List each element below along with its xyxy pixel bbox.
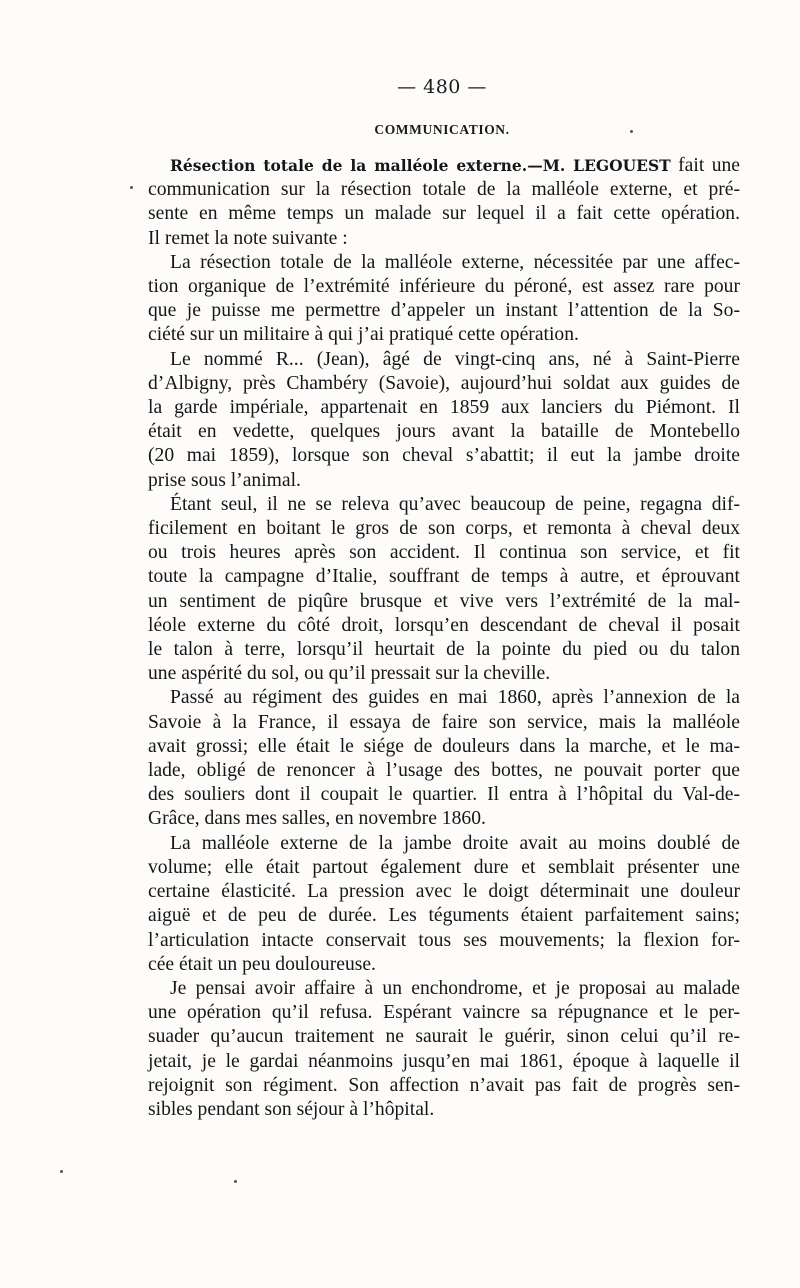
text-line: sente en même temps un malade sur lequel il a fait cette opération. xyxy=(148,203,740,225)
text-line: rejoignit son régiment. Son affection n’avait pas fait de progrès sen- xyxy=(148,1074,740,1096)
text-line: La résection totale de la malléole externe, nécessitée par une affec- xyxy=(170,251,740,273)
text-line: était en vedette, quelques jours avant la bataille de Montebello xyxy=(148,421,740,443)
page-number: — 480 — xyxy=(397,76,487,98)
paragraph xyxy=(148,977,740,1122)
text-line: d’Albigny, près Chambéry (Savoie), aujourd’hui soldat aux guides de xyxy=(148,372,740,394)
text-line: le talon à terre, lorsqu’il heurtait de la pointe du pied ou du talon xyxy=(148,639,740,661)
ink-speck xyxy=(630,130,633,133)
text-line: la garde impériale, appartenait en 1859 aux lanciers du Piémont. Il xyxy=(148,397,740,419)
text-line: cée était un peu douloureuse. xyxy=(148,953,376,975)
text-line: tion organique de l’extrémité inférieure du péroné, est assez rare pour xyxy=(148,276,740,298)
text-line: lade, obligé de renoncer à l’usage des bottes, ne pouvait porter que xyxy=(148,760,740,782)
text-line: toute la campagne d’Italie, souffrant de temps à autre, et éprouvant xyxy=(148,566,740,588)
text-line: ciété sur un militaire à qui j’ai pratiqué cette opération. xyxy=(148,324,579,346)
text-line: léole externe du côté droit, lorsqu’en descendant de cheval il posait xyxy=(148,614,740,636)
ink-speck xyxy=(234,1180,237,1183)
text-line: des souliers dont il coupait le quartier. Il entra à l’hôpital du Val-de- xyxy=(148,784,740,806)
text-line: prise sous l’animal. xyxy=(148,469,301,491)
text-line: une aspérité du sol, ou qu’il pressait sur la cheville. xyxy=(148,663,551,685)
paragraph xyxy=(148,832,740,977)
text-line: Grâce, dans mes salles, en novembre 1860. xyxy=(148,808,486,830)
paragraph xyxy=(148,251,740,348)
text-line: Résection totale de la malléole externe.—M. LEGOUEST fait une xyxy=(170,155,740,176)
text-line: aiguë et de peu de durée. Les téguments étaient parfaitement sains; xyxy=(148,905,740,927)
paragraph xyxy=(148,348,740,493)
text-line: que je puisse me permettre d’appeler un instant l’attention de la So- xyxy=(148,300,740,322)
text-line: suader qu’aucun traitement ne saurait le guérir, sinon celui qu’il re- xyxy=(148,1026,740,1048)
text-line: jetait, je le gardai néanmoins jusqu’en mai 1861, époque à laquelle il xyxy=(148,1050,740,1072)
text-line: une opération qu’il refusa. Espérant vaincre sa répugnance et le per- xyxy=(148,1002,740,1024)
page-body xyxy=(148,154,740,1122)
text-line: ficilement en boitant le gros de son corps, et remonta à cheval deux xyxy=(148,518,740,540)
text-line: certaine élasticité. La pression avec le doigt déterminait une douleur xyxy=(148,881,740,903)
text-line: volume; elle était partout également dure et semblait présenter une xyxy=(148,856,740,878)
paragraph xyxy=(148,493,740,687)
text-line: Il remet la note suivante : xyxy=(148,227,348,249)
text-line: l’articulation intacte conservait tous ses mouvements; la flexion for- xyxy=(148,929,740,951)
text-line: Le nommé R... (Jean), âgé de vingt-cinq ans, né à Saint-Pierre xyxy=(170,348,740,370)
text-line: Je pensai avoir affaire à un enchondrome, et je proposai au malade xyxy=(170,977,740,999)
text-line: La malléole externe de la jambe droite avait au moins doublé de xyxy=(170,832,740,854)
section-heading: Résection totale de la malléole externe.—M. LEGOUEST xyxy=(170,156,671,175)
running-head: COMMUNICATION. xyxy=(374,122,510,137)
text-line: (20 mai 1859), lorsque son cheval s’abattit; il eut la jambe droite xyxy=(148,445,740,467)
paragraph xyxy=(148,154,740,251)
text-line: Savoie à la France, il essaya de faire son service, mais la malléole xyxy=(148,711,740,733)
ink-speck xyxy=(130,186,133,189)
ink-speck xyxy=(60,1170,63,1173)
text-line: avait grossi; elle était le siége de douleurs dans la marche, et le ma- xyxy=(148,735,740,757)
text-line: ou trois heures après son accident. Il continua son service, et fit xyxy=(148,542,740,564)
text-line: communication sur la résection totale de la malléole externe, et pré- xyxy=(148,179,740,201)
text-line: un sentiment de piqûre brusque et vive vers l’extrémité de la mal- xyxy=(148,590,740,612)
text-line: sibles pendant son séjour à l’hôpital. xyxy=(148,1098,435,1120)
text-line: Étant seul, il ne se releva qu’avec beaucoup de peine, regagna dif- xyxy=(170,493,740,515)
text-line: Passé au régiment des guides en mai 1860, après l’annexion de la xyxy=(170,687,740,709)
paragraph xyxy=(148,686,740,831)
